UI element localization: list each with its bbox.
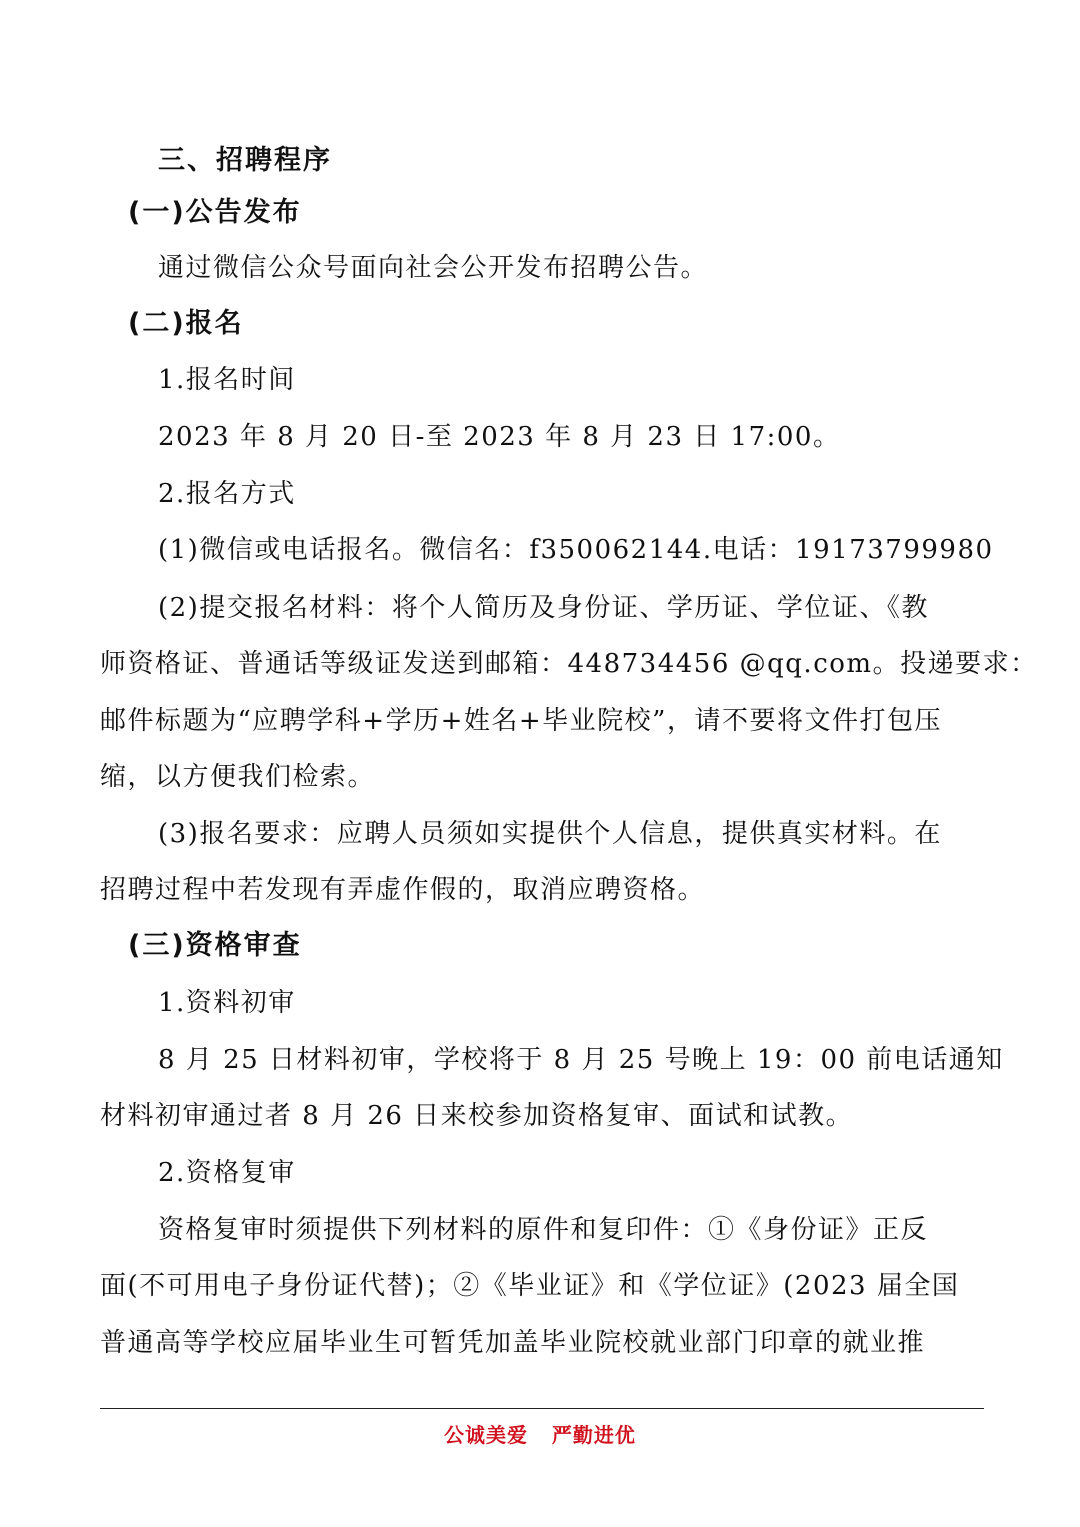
registration-method-3-line: (3)报名要求：应聘人员须如实提供个人信息，提供真实材料。在 [158,819,942,849]
review-second-line: 面(不可用电子身份证代替)；②《毕业证》和《学位证》(2023 届全国 [100,1271,960,1301]
subsection-title-announcement: (一)公告发布 [128,197,302,228]
subsection-title-review: (三)资格审查 [128,930,302,961]
registration-time-value: 2023 年 8 月 20 日-至 2023 年 8 月 23 日 17:00。 [158,422,841,452]
review-initial-line: 材料初审通过者 8 月 26 日来校参加资格复审、面试和试教。 [100,1101,854,1131]
registration-method-3-line: 招聘过程中若发现有弄虚作假的，取消应聘资格。 [100,875,706,905]
registration-method-label: 2.报名方式 [158,479,296,509]
registration-method-2-line: 师资格证、普通话等级证发送到邮箱：448734456 @qq.com。投递要求： [100,649,1038,679]
footer-motto: 公诚美爱 严勤进优 [444,1423,636,1447]
footer-divider [100,1408,984,1409]
review-second-label: 2.资格复审 [158,1158,296,1188]
review-initial-line: 8 月 25 日材料初审，学校将于 8 月 25 号晚上 19：00 前电话通知 [158,1045,1004,1075]
review-second-line: 普通高等学校应届毕业生可暂凭加盖毕业院校就业部门印章的就业推 [100,1328,926,1358]
registration-method-2-line: (2)提交报名材料：将个人简历及身份证、学历证、学位证、《教 [158,593,929,623]
review-second-line: 资格复审时须提供下列材料的原件和复印件：①《身份证》正反 [158,1215,929,1245]
section-title: 三、招聘程序 [158,145,332,176]
registration-method-2-line: 缩，以方便我们检索。 [100,762,376,792]
paragraph-announcement: 通过微信公众号面向社会公开发布招聘公告。 [158,253,709,283]
review-initial-label: 1.资料初审 [158,988,296,1018]
subsection-title-registration: (二)报名 [128,308,244,339]
registration-method-1: (1)微信或电话报名。微信名：f350062144.电话：19173799980 [158,535,994,565]
registration-time-label: 1.报名时间 [158,365,296,395]
registration-method-2-line: 邮件标题为“应聘学科+学历+姓名+毕业院校”，请不要将文件打包压 [100,706,942,736]
